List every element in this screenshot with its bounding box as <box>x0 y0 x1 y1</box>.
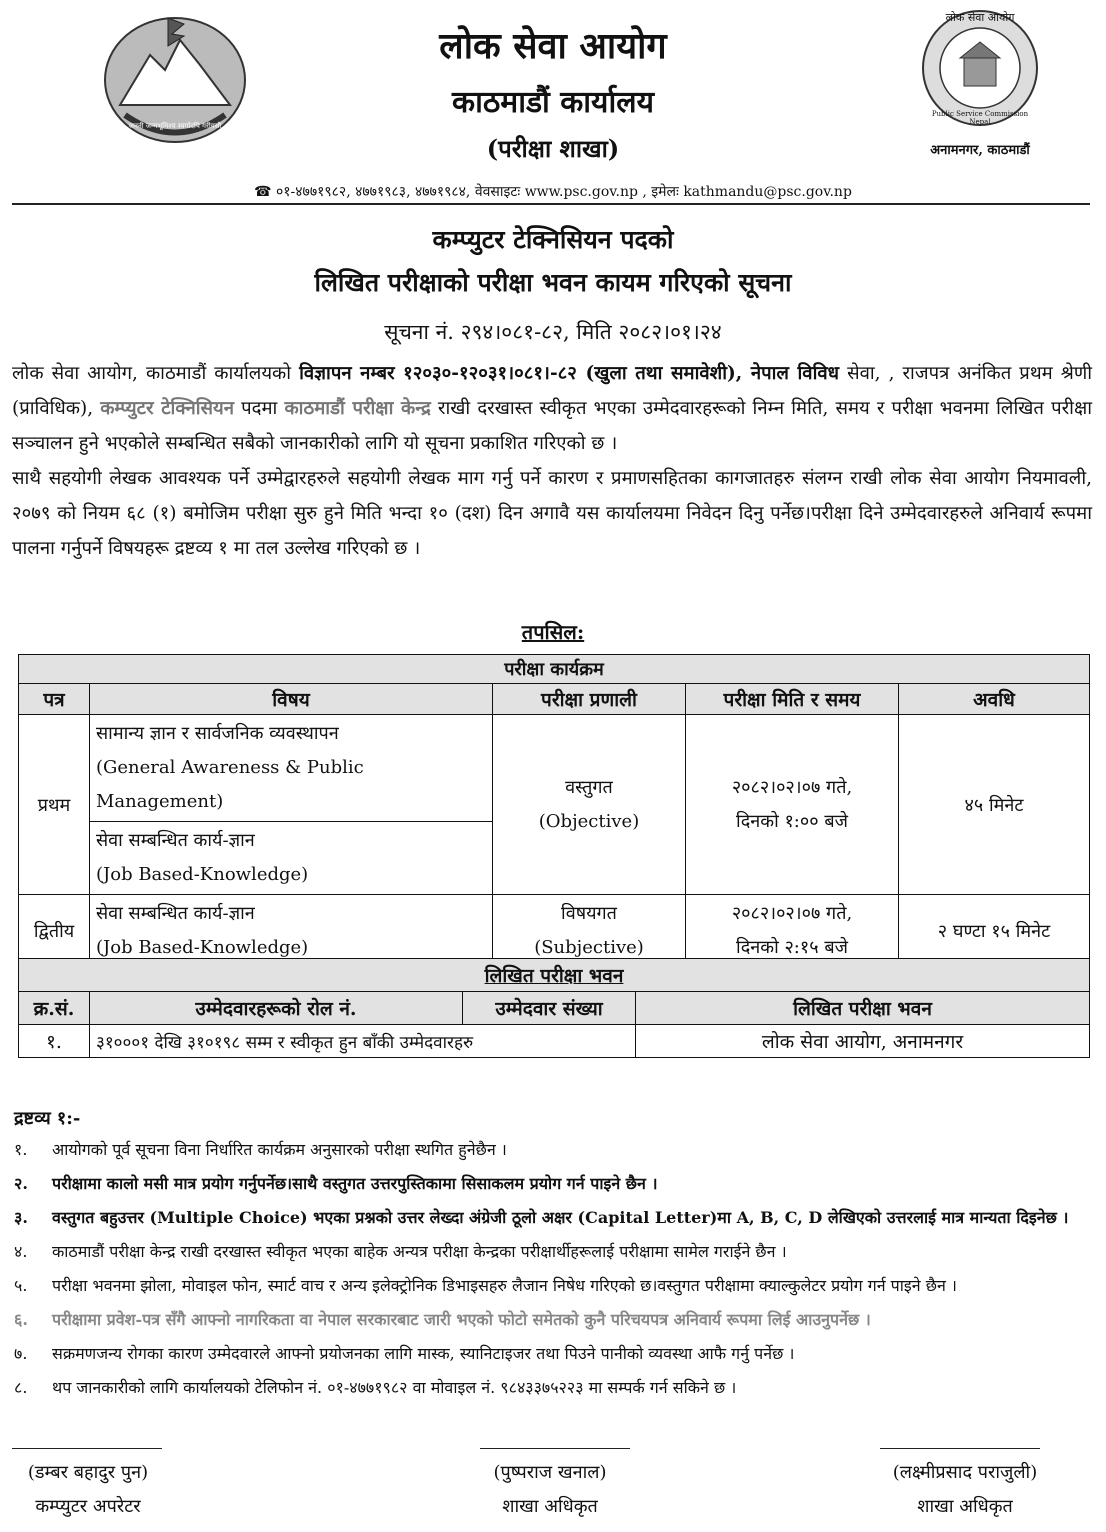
table-row: प्रथम सामान्य ज्ञान र सार्वजनिक व्यवस्थापन (General Awareness & Public Management) वस्तुगत (Objective) २०८२।०२।०७ गते, दिनको १:०० बजे ४५ मिनेट <box>19 715 1090 822</box>
signature-line <box>12 1448 162 1449</box>
org-title: लोक सेवा आयोग <box>439 25 667 67</box>
list-item: ५. परीक्षा भवनमा झोला, मोवाइल फोन, स्मार्ट वाच र अन्य इलेक्ट्रोनिक डिभाइसहरु लैजान निषेध गरिएको छ।वस्तुगत परीक्षामा क्याल्कुलेटर प्रयोग गर्न पाइने छैन । <box>14 1276 957 1295</box>
list-item: ४. काठमाडौं परीक्षा केन्द्र राखी दरखास्त स्वीकृत भएका बाहेक अन्यत्र परीक्षा केन्द्रका परीक्षार्थीहरूलाई परीक्षामा सामेल गराईने छैन । <box>14 1242 787 1261</box>
list-item: ३. वस्तुगत बहुउत्तर (Multiple Choice) भएका प्रश्नको उत्तर लेख्दा अंग्रेजी ठूलो अक्षर (Capital Letter)मा A, B, C, D लेखिएको उत्तरलाई मात्र मान्यता दिइनेछ । <box>14 1208 1069 1227</box>
list-item: १. आयोगको पूर्व सूचना विना निर्धारित कार्यक्रम अनुसारको परीक्षा स्थगित हुनेछैन । <box>14 1140 507 1159</box>
signatory-3: (लक्ष्मीप्रसाद पराजुली) शाखा अधिकृत <box>892 1462 1038 1517</box>
table-header: विषय <box>90 684 493 715</box>
notice-body: लोक सेवा आयोग, काठमाडौं कार्यालयको विज्ञापन नम्बर १२०३०-१२०३१।०८१।-८२ (खुला तथा समावेशी), नेपाल विविध सेवा, , राजपत्र अनंकित प्रथम श्रेणी (प्राविधिक), कम्प्युटर टेक्निसियन पदमा काठमाडौं परीक्षा केन्द्र राखी दरखास्त स्वीकृत भएका उम्मेदवारहरूको निम्न मिति, समय र परीक्षा भवनमा लिखित परीक्षा सञ्चालन हुने भएकोले सम्बन्धित सबैको जानकारीको लागि यो सूचना प्रकाशित गरिएको छ । साथै सहयोगी लेखक आवश्यक पर्ने उम्मेद्वारहरुले सहयोगी लेखक माग गर्नु पर्ने कारण र प्रमाणसहितका कागजातहरु संलग्न राखी लोक सेवा आयोग नियमावली, २०७९ को नियम ६८ (१) बमोजिम परीक्षा सुरु हुने मिति भन्दा १० (दश) दिन अगावै यस कार्यालयमा निवेदन दिनु पर्नेछ।परीक्षा दिने उम्मेदवारहरुले अनिवार्य रूपमा पालना गर्नुपर्ने विषयहरू द्रष्टव्य १ मा तल उल्लेख गरिएको छ । <box>12 363 1092 559</box>
notice-body-p2: साथै सहयोगी लेखक आवश्यक पर्ने उम्मेद्वारहरुले सहयोगी लेखक माग गर्नु पर्ने कारण र प्रमाणसहितका कागजातहरु संलग्न राखी लोक सेवा आयोग नियमावली, २०७९ को नियम ६८ (१) बमोजिम परीक्षा सुरु हुने मिति भन्दा १० (दश) दिन अगावै यस कार्यालयमा निवेदन दिनु पर्नेछ।परीक्षा दिने उम्मेदवारहरुले अनिवार्य रूपमा पालना गर्नुपर्ने विषयहरू द्रष्टव्य १ मा तल उल्लेख गरिएको छ । <box>12 468 1092 559</box>
notice-title-line2: लिखित परीक्षाको परीक्षा भवन कायम गरिएको सूचना <box>314 268 792 297</box>
notes-title: द्रष्टव्य १:- <box>14 1108 81 1129</box>
nepal-emblem-logo <box>100 10 250 150</box>
table-header: क्र.सं. <box>19 992 90 1025</box>
list-item: २. परीक्षामा कालो मसी मात्र प्रयोग गर्नुपर्नेछ।साथै वस्तुगत उत्तरपुस्तिकामा सिसाकलम प्रयोग गर्न पाइने छैन । <box>14 1174 658 1193</box>
office-title: काठमाडौं कार्यालय <box>452 85 654 120</box>
venue-title: लिखित परीक्षा भवन <box>19 959 1090 992</box>
section-title: (परीक्षा शाखा) <box>486 134 620 163</box>
signatory-1: (डम्बर बहादुर पुन) कम्प्युटर अपरेटर <box>27 1462 149 1517</box>
header-divider <box>12 203 1090 205</box>
table-header: परीक्षा प्रणाली <box>493 684 686 715</box>
emblem-motto: जननी जन्मभूमिश्च स्वर्गादपि गरीयसी <box>128 122 222 130</box>
psc-seal-logo <box>920 8 1040 128</box>
list-item: ८. थप जानकारीको लागि कार्यालयको टेलिफोन नं. ०१-४७७१९८२ वा मोवाइल नं. ९८४३३७५२२३ मा सम्पर्क गर्न सकिने छ । <box>14 1378 737 1397</box>
table-header: परीक्षा मिति र समय <box>686 684 899 715</box>
list-item: ७. सक्रमणजन्य रोगका कारण उम्मेदवारले आफ्नो प्रयोजनका लागि मास्क, स्यानिटाइजर तथा पिउने पानीको व्यवस्था आफै गर्नु पर्नेछ । <box>14 1344 795 1363</box>
table-row: सेवा सम्बन्धित कार्य-ज्ञान (Job Based-Knowledge) <box>19 822 1090 895</box>
notes-list <box>14 1138 1094 1410</box>
exam-schedule-table <box>18 654 1090 968</box>
signatory-2: (पुष्पराज खनाल) शाखा अधिकृत <box>493 1462 607 1517</box>
tapasil-heading: तपसिल: <box>521 620 585 644</box>
office-address: अनामनगर, काठमाडौं <box>930 143 1030 158</box>
table-header: उम्मेदवारहरूको रोल नं. <box>90 992 463 1025</box>
table-header: अवधि <box>899 684 1090 715</box>
signature-line <box>880 1448 1040 1449</box>
notice-number: सूचना नं. २९४।०८१-८२, मिति २०८२।०१।२४ <box>384 320 722 344</box>
exam-venue-table <box>18 958 1090 1058</box>
signature-line <box>480 1448 630 1449</box>
seal-text-bottom: Public Service Commission Nepal <box>931 110 1029 126</box>
table-row: १. ३१०००१ देखि ३१०१९८ सम्म र स्वीकृत हुन बाँकी उम्मेदवारहरु लोक सेवा आयोग, अनामनगर <box>19 1025 1090 1058</box>
schedule-title: परीक्षा कार्यक्रम <box>19 655 1090 684</box>
table-header: लिखित परीक्षा भवन <box>636 992 1090 1025</box>
table-row: द्वितीय सेवा सम्बन्धित कार्य-ज्ञान (Job Based-Knowledge) विषयगत (Subjective) २०८२।०२।०७ गते, दिनको २:१५ बजे २ घण्टा १५ मिनेट <box>19 895 1090 968</box>
contact-line: ☎ ०१-४७७१९८२, ४७७१९८३, ४७७१९८४, वेवसाइटः www.psc.gov.np , इमेलः kathmandu@psc.gov.np <box>254 184 852 200</box>
notice-title-line1: कम्प्युटर टेक्निसियन पदको <box>432 225 674 254</box>
table-header: पत्र <box>19 684 90 715</box>
list-item: ६. परीक्षामा प्रवेश-पत्र सँगै आफ्नो नागरिकता वा नेपाल सरकारबाट जारी भएको फोटो समेतको कुनै परिचयपत्र अनिवार्य रूपमा लिई आउनुपर्नेछ । <box>14 1310 871 1329</box>
seal-text-top: लोक सेवा आयोग <box>945 11 1015 24</box>
table-header: उम्मेदवार संख्या <box>463 992 636 1025</box>
